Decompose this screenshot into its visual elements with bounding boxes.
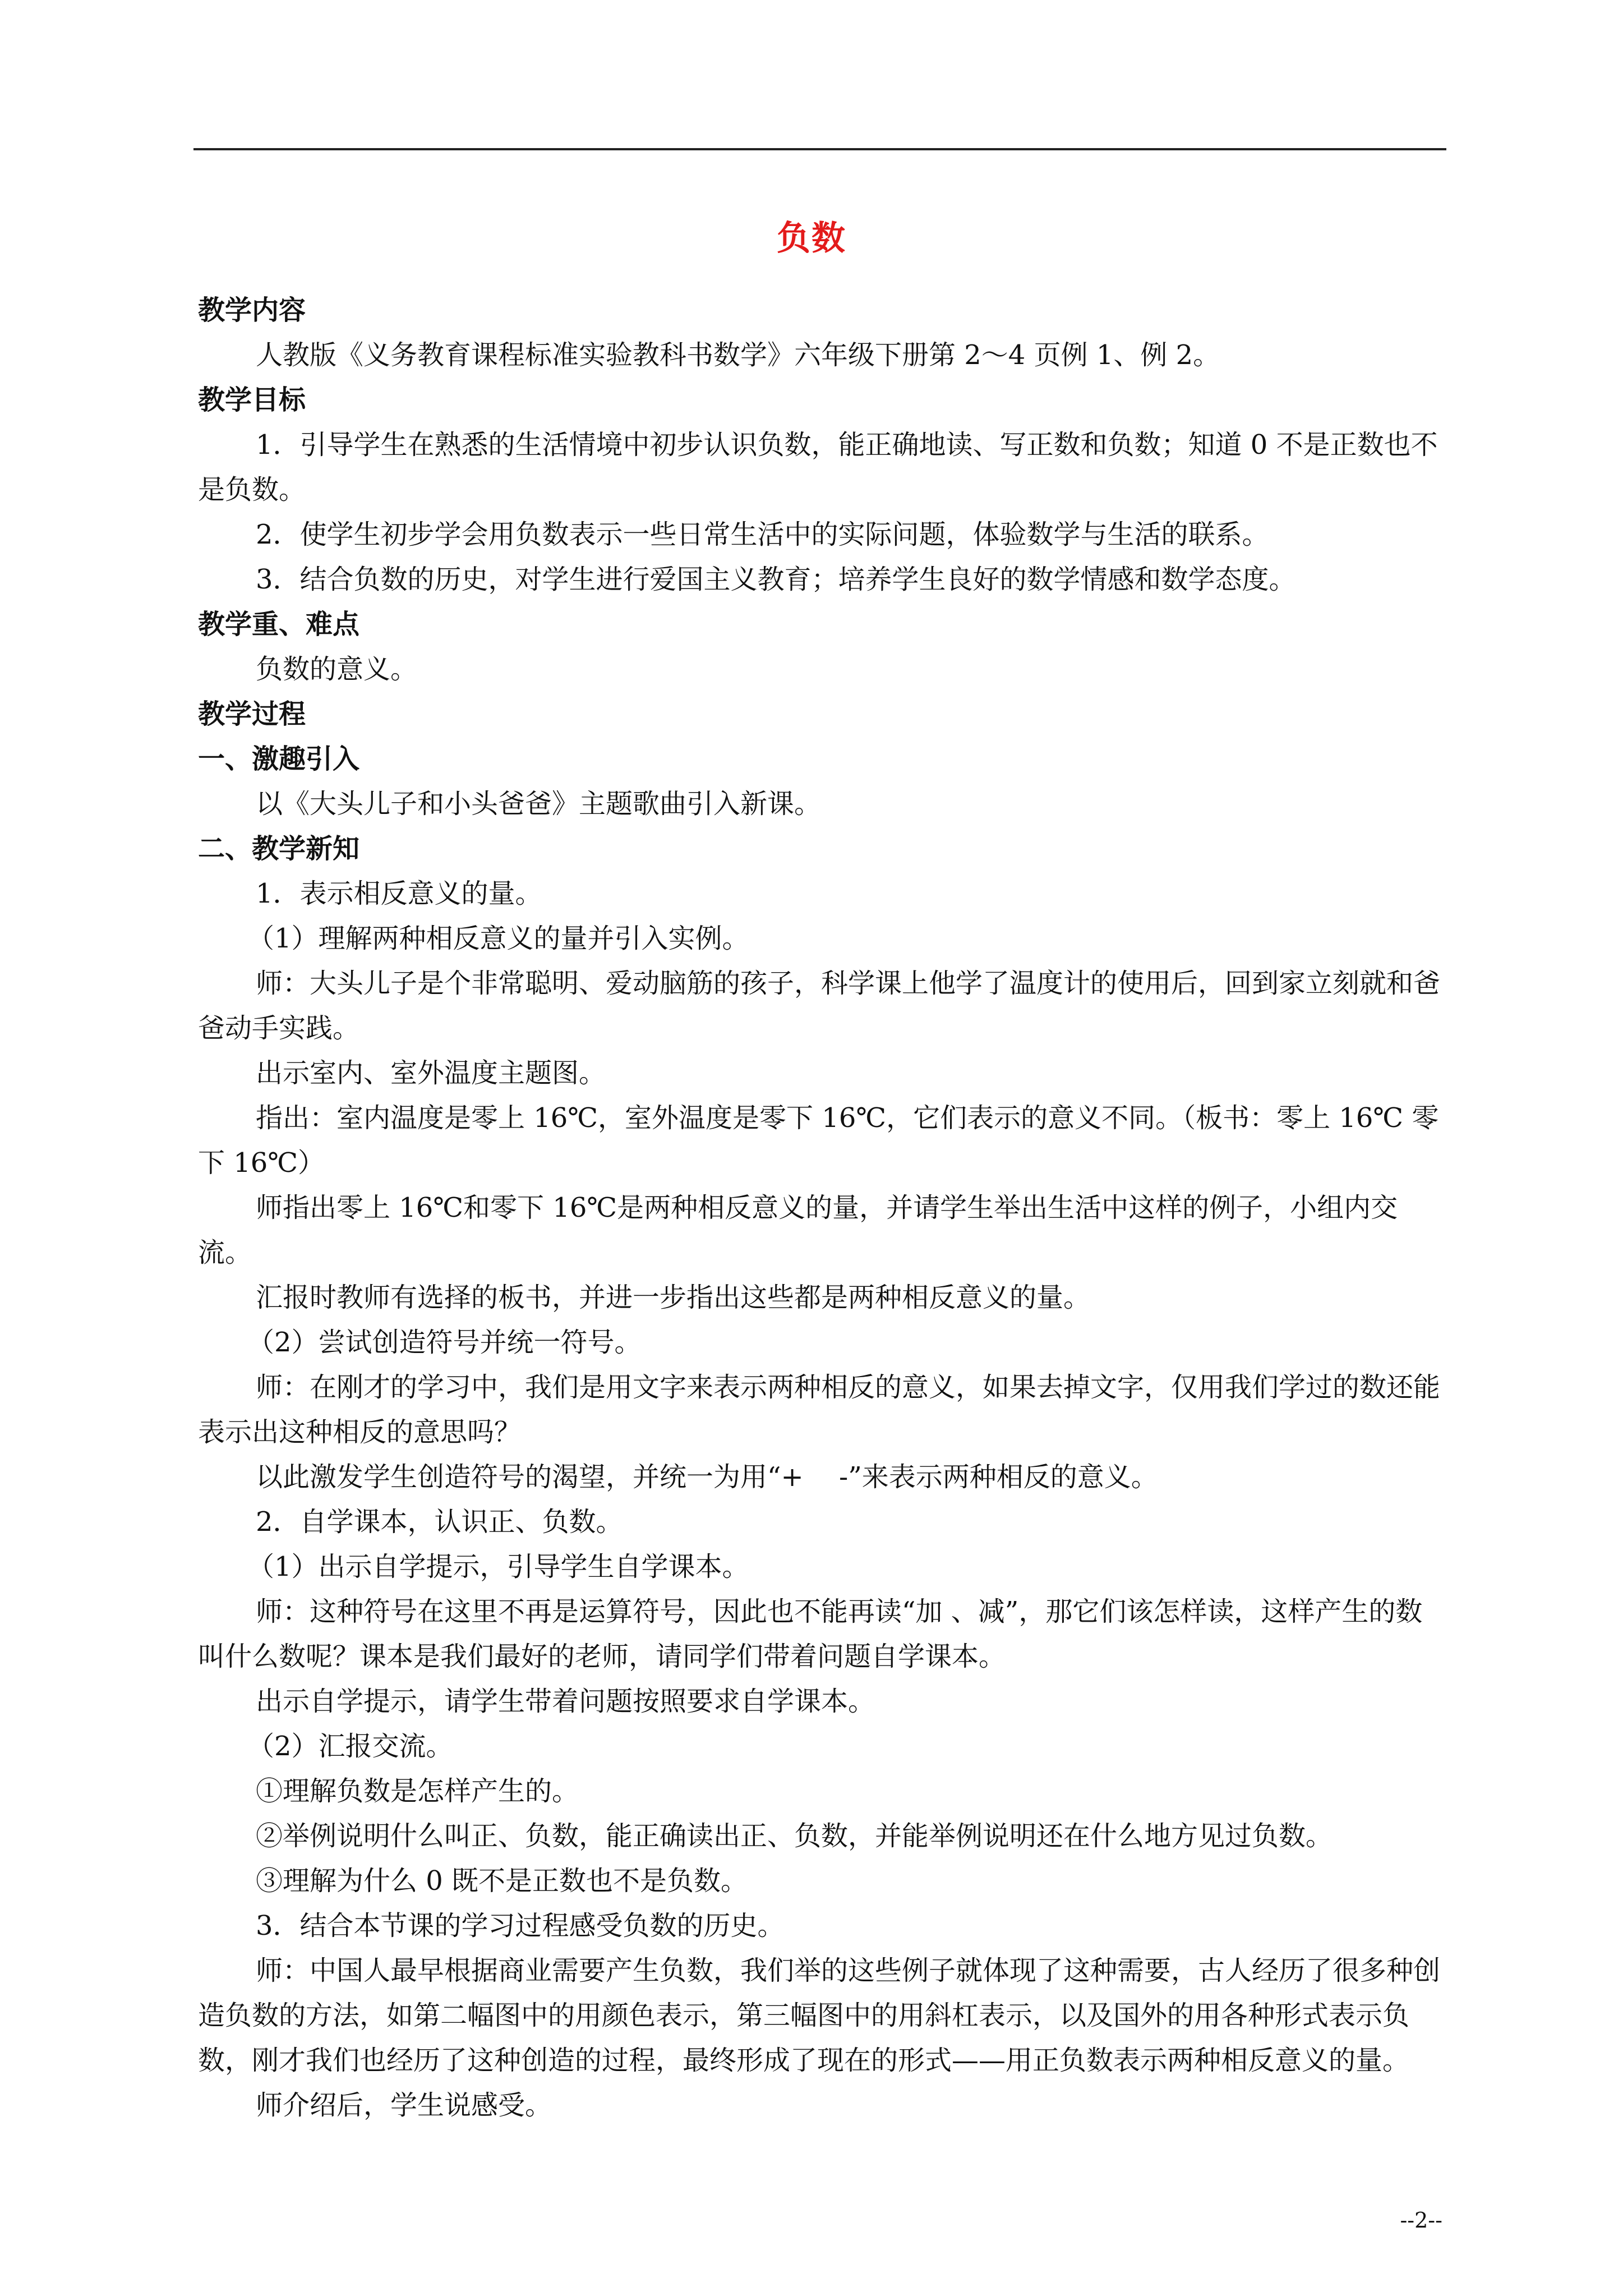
paragraph: 人教版《义务教育课程标准实验教科书数学》六年级下册第 2～4 页例 1、例 2。 bbox=[256, 339, 1220, 371]
sub-item: （2）尝试创造符号并统一符号。 bbox=[247, 1327, 642, 1358]
paragraph: 指出：室内温度是零上 16℃，室外温度是零下 16℃，它们表示的意义不同。（板书：零上 16℃ 零下 16℃） bbox=[198, 1102, 1439, 1179]
page-number: --2-- bbox=[1400, 2208, 1442, 2233]
section-heading: 教学目标 bbox=[198, 384, 306, 416]
paragraph: 3．结合负数的历史，对学生进行爱国主义教育；培养学生良好的数学情感和数学态度。 bbox=[256, 564, 1296, 595]
sub-item: （1）理解两种相反意义的量并引入实例。 bbox=[247, 923, 749, 954]
paragraph: 出示自学提示，请学生带着问题按照要求自学课本。 bbox=[256, 1686, 875, 1717]
sub-item: （1）出示自学提示，引导学生自学课本。 bbox=[247, 1551, 749, 1582]
paragraph: 1．引导学生在熟悉的生活情境中初步认识负数，能正确地读、写正数和负数；知道 0 不是正数也不是负数。 bbox=[198, 429, 1438, 505]
paragraph: 2．自学课本，认识正、负数。 bbox=[256, 1506, 623, 1538]
paragraph: 以此激发学生创造符号的渴望，并统一为用“+ -”来表示两种相反的意义。 bbox=[256, 1461, 1158, 1493]
paragraph: 出示室内、室外温度主题图。 bbox=[256, 1057, 606, 1089]
paragraph: 汇报时教师有选择的板书，并进一步指出这些都是两种相反意义的量。 bbox=[256, 1282, 1091, 1313]
sub-item: （2）汇报交流。 bbox=[247, 1731, 453, 1762]
paragraph: 师：在刚才的学习中，我们是用文字来表示两种相反的意义，如果去掉文字，仅用我们学过的数还能表示出这种相反的意思吗？ bbox=[198, 1372, 1441, 1448]
section-heading: 二、教学新知 bbox=[198, 833, 360, 864]
document-title: 负数 bbox=[777, 219, 846, 258]
paragraph: 师：这种符号在这里不再是运算符号，因此也不能再读“加 、减”，那它们该怎样读，这样产生的数叫什么数呢？课本是我们最好的老师，请同学们带着问题自学课本。 bbox=[198, 1596, 1423, 1672]
paragraph: ③理解为什么 0 既不是正数也不是负数。 bbox=[256, 1865, 748, 1897]
paragraph: 以《大头儿子和小头爸爸》主题歌曲引入新课。 bbox=[256, 788, 822, 820]
paragraph: 2．使学生初步学会用负数表示一些日常生活中的实际问题，体验数学与生活的联系。 bbox=[256, 519, 1269, 550]
paragraph: ①理解负数是怎样产生的。 bbox=[256, 1775, 579, 1807]
paragraph: 师介绍后，学生说感受。 bbox=[256, 2090, 552, 2121]
paragraph: 3．结合本节课的学习过程感受负数的历史。 bbox=[256, 1910, 785, 1941]
section-heading: 一、激趣引入 bbox=[198, 743, 360, 775]
paragraph: 1．表示相反意义的量。 bbox=[256, 878, 542, 909]
document-body bbox=[198, 288, 1442, 2128]
paragraph: ②举例说明什么叫正、负数，能正确读出正、负数，并能举例说明还在什么地方见过负数。 bbox=[256, 1820, 1333, 1852]
section-heading: 教学重、难点 bbox=[198, 609, 360, 640]
section-heading: 教学过程 bbox=[198, 698, 306, 730]
paragraph: 师：中国人最早根据商业需要产生负数，我们举的这些例子就体现了这种需要，古人经历了很多种创造负数的方法，如第二幅图中的用颜色表示，第三幅图中的用斜杠表示，以及国外的用各种形式表示负数，刚才我们也经历了这种创造的过程，最终形成了现在的形式——用正负数表示两种相反意义的量。 bbox=[198, 1955, 1441, 2076]
paragraph: 负数的意义。 bbox=[256, 654, 418, 685]
paragraph: 师：大头儿子是个非常聪明、爱动脑筋的孩子，科学课上他学了温度计的使用后，回到家立刻就和爸爸动手实践。 bbox=[198, 968, 1441, 1044]
section-heading: 教学内容 bbox=[198, 295, 306, 326]
header-rule bbox=[193, 148, 1446, 150]
paragraph: 师指出零上 16℃和零下 16℃是两种相反意义的量，并请学生举出生活中这样的例子，小组内交流。 bbox=[198, 1192, 1398, 1268]
